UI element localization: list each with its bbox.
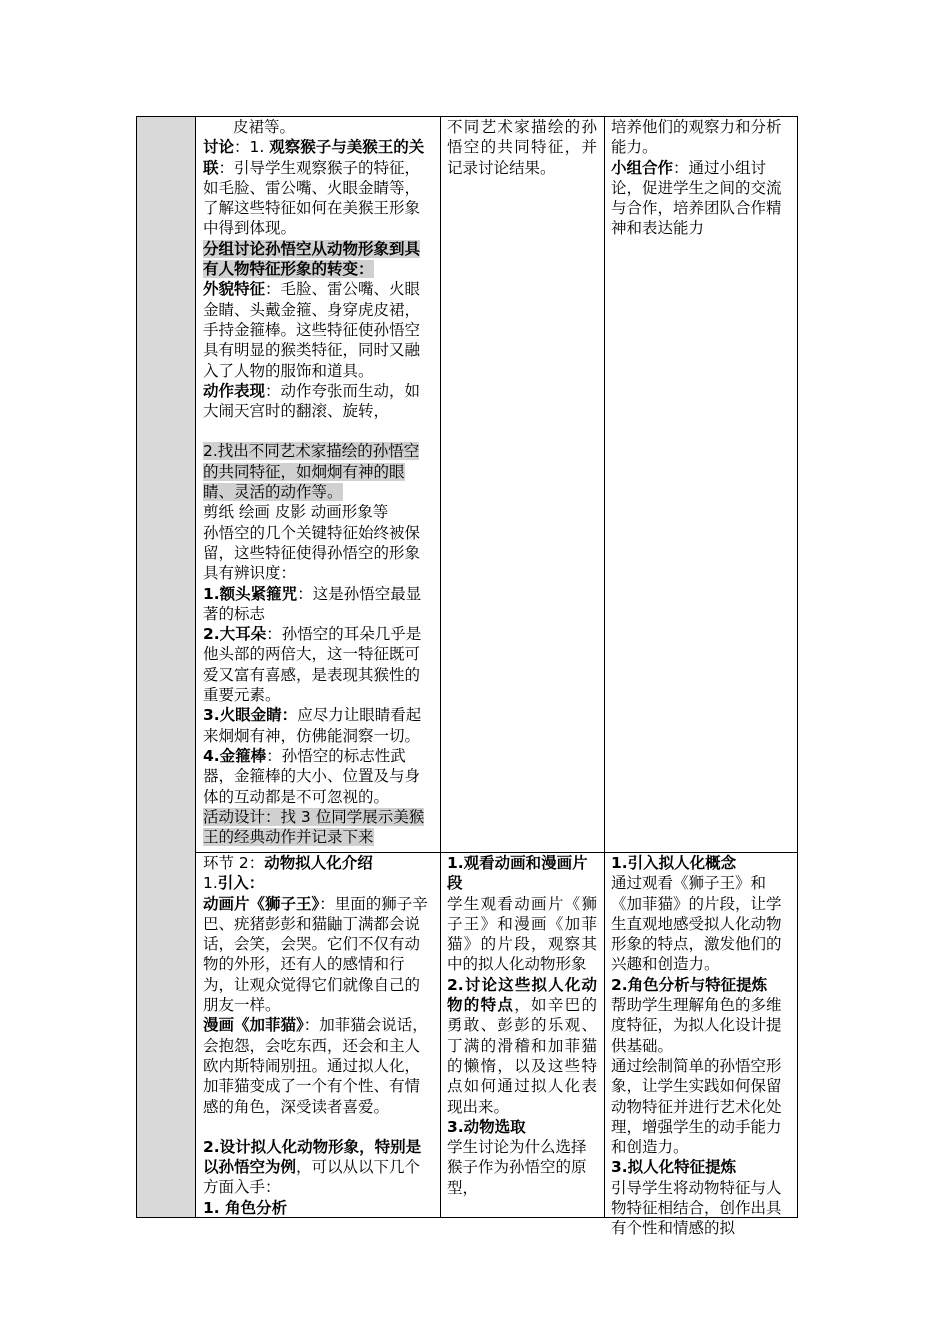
text-run: ：加菲猫会说话，会抱怨，会吃东西，还会和主人欧内斯特闹别扭。通过拟人化，加菲猫变成了一个有个性、有情感的角色，深受读者喜爱。	[203, 1016, 428, 1116]
text-run: 剪纸 绘画 皮影 动画形象等	[203, 503, 389, 522]
paragraph	[447, 1137, 597, 1198]
bold-text-run: 动物拟人化介绍	[264, 854, 373, 872]
bold-text-run: 分组讨论孙悟空从动物形象到具有人物特征形象的转变：	[203, 239, 421, 279]
paragraph	[611, 975, 791, 995]
text-run: ：毛脸、雷公嘴、火眼金睛、头戴金箍、身穿虎皮裙，手持金箍棒。这些特征使孙悟空具有明显的猴类特征，同时又融入了人物的服饰和道具。	[203, 280, 421, 380]
row2-student-activity-cell	[447, 853, 597, 1217]
paragraph	[203, 239, 433, 280]
text-run: ：动作夸张而生动，如大闹天宫时的翻滚、旋转，	[203, 381, 421, 421]
paragraph	[447, 853, 597, 894]
row2-content-cell	[203, 853, 433, 1217]
text-run: 2.找出不同艺术家描绘的孙悟空的共同特征，如炯炯有神的眼睛、灵活的动作等。	[203, 442, 420, 502]
paragraph	[447, 894, 597, 975]
paragraph	[611, 1178, 791, 1239]
bold-text-run: 漫画《加菲猫》	[203, 1016, 304, 1035]
paragraph	[203, 381, 433, 422]
bold-text-run: 4.金箍棒	[203, 746, 267, 765]
bold-text-run: 小组合作	[611, 158, 674, 177]
row1-student-activity-cell	[447, 117, 597, 851]
paragraph	[203, 1198, 433, 1218]
text-run: 孙悟空的几个关键特征始终被保留，这些特征使得孙悟空的形象具有辨识度：	[203, 523, 421, 583]
text-run: 环节 2：	[203, 854, 265, 872]
paragraph	[611, 1157, 791, 1177]
paragraph	[203, 807, 433, 848]
paragraph	[203, 502, 433, 522]
text-run: ：引导学生观察猴子的特征，如毛脸、雷公嘴、火眼金睛等，了解这些特征如何在美猴王形象中得到体现。	[203, 158, 421, 238]
bold-text-run: 引入：	[217, 874, 265, 893]
text-run: ：里面的狮子辛巴、疣猪彭彭和猫鼬丁满都会说话，会笑，会哭。它们不仅有动物的外形，还有人的感情和行为，让观众觉得它们就像自己的朋友一样。	[203, 894, 428, 1015]
text-run: 1.	[203, 874, 218, 893]
text-run: ：1.	[234, 138, 270, 157]
table-column-divider	[604, 117, 605, 1217]
text-run: 培养他们的观察力和分析能力。	[611, 118, 782, 157]
table-column-divider	[195, 117, 196, 1217]
row1-design-intent-cell	[611, 117, 791, 851]
paragraph	[203, 279, 433, 380]
bold-text-run: 动作表现	[203, 381, 266, 400]
text-run: 通过观看《狮子王》和《加菲猫》的片段，让学生直观地感受拟人化动物形象的特点，激发他们的兴趣和创造力。	[611, 874, 782, 974]
table-first-column-shaded	[137, 117, 195, 1217]
row1-content-cell	[203, 117, 433, 851]
paragraph	[203, 746, 433, 807]
text-run: 引导学生将动物特征与人物特征相结合，创作出具有个性和情感的拟	[611, 1178, 782, 1238]
text-run: 通过绘制简单的孙悟空形象，让学生实践如何保留动物特征并进行艺术化处理，增强学生的动手能力和创造力。	[611, 1056, 782, 1157]
text-run: ：孙悟空的耳朵几乎是他头部的两倍大，这一特征既可爱又富有喜感，是表现其猴性的重要元素。	[203, 625, 422, 705]
paragraph	[203, 523, 433, 584]
text-run: 学生观看动画片《狮子王》和漫画《加菲猫》的片段，观察其中的拟人化动物形象	[447, 894, 597, 974]
text-run: ，如辛巴的勇敢、彭彭的乐观、丁满的滑稽和加菲猫的懒惰，以及这些特点如何通过拟人化表现出来。	[447, 996, 597, 1116]
bold-text-run: 1.观看动画和漫画片段	[447, 854, 588, 893]
text-run: 皮裙等。	[233, 118, 296, 136]
text-run: 活动设计：找 3 位同学展示美猴王的经典动作并记录下来	[203, 807, 425, 847]
paragraph	[203, 421, 433, 441]
bold-text-run: 3.拟人化特征提炼	[611, 1158, 737, 1177]
paragraph	[203, 137, 433, 238]
bold-text-run: 1.额头紧箍咒	[203, 584, 298, 603]
paragraph	[447, 1117, 597, 1137]
paragraph	[611, 853, 791, 873]
paragraph	[203, 584, 433, 625]
paragraph	[203, 1117, 433, 1137]
row2-design-intent-cell	[611, 853, 791, 1238]
paragraph	[447, 117, 597, 178]
paragraph	[611, 1056, 791, 1157]
paragraph	[203, 894, 433, 1016]
paragraph	[203, 117, 433, 137]
paragraph	[203, 1137, 433, 1198]
paragraph	[203, 441, 433, 502]
bold-text-run: 3.火眼金睛：	[203, 706, 298, 725]
text-run: 应尽力让眼睛看起来炯炯有神，仿佛能洞察一切。	[203, 706, 422, 745]
bold-text-run: 2.设计拟人化动物形象，特别是以孙悟空为例	[203, 1137, 422, 1177]
bold-text-run: 2.大耳朵	[203, 625, 267, 644]
text-run: 不同艺术家描绘的孙悟空的共同特征，并记录讨论结果。	[447, 118, 597, 177]
bold-text-run: 讨论	[203, 138, 235, 157]
paragraph	[203, 853, 433, 873]
paragraph	[203, 705, 433, 746]
text-run: 帮助学生理解角色的多维度特征，为拟人化设计提供基础。	[611, 996, 782, 1055]
paragraph	[203, 873, 433, 893]
text-run: 学生讨论为什么选择猴子作为孙悟空的原型，	[447, 1138, 587, 1197]
bold-text-run: 1.引入拟人化概念	[611, 854, 737, 872]
paragraph	[611, 995, 791, 1056]
paragraph	[203, 1015, 433, 1116]
text-run: ：孙悟空的标志性武器，金箍棒的大小、位置及与身体的互动都是不可忽视的。	[203, 746, 421, 806]
bold-text-run: 2.讨论这些拟人化动物的特点	[447, 975, 597, 1015]
bold-text-run: 2.角色分析与特征提炼	[611, 975, 768, 994]
text-run: ，可以从以下几个方面入手：	[203, 1158, 421, 1197]
text-run: ：通过小组讨论，促进学生之间的交流与合作，培养团队合作精神和表达能力	[611, 158, 782, 238]
paragraph	[203, 624, 433, 705]
paragraph	[611, 117, 791, 158]
bold-text-run: 动画片《狮子王》	[203, 894, 320, 913]
table-column-divider	[440, 117, 441, 1217]
bold-text-run: 观察猴子与美猴王的关联	[203, 138, 425, 177]
bold-text-run: 3.动物选取	[447, 1117, 526, 1136]
bold-text-run: 1. 角色分析	[203, 1198, 288, 1217]
paragraph	[611, 158, 791, 239]
text-run: ：这是孙悟空最显著的标志	[203, 584, 422, 623]
lesson-plan-table	[136, 116, 798, 1238]
bold-text-run: 外貌特征	[203, 280, 266, 299]
paragraph	[447, 975, 597, 1117]
paragraph	[611, 873, 791, 974]
